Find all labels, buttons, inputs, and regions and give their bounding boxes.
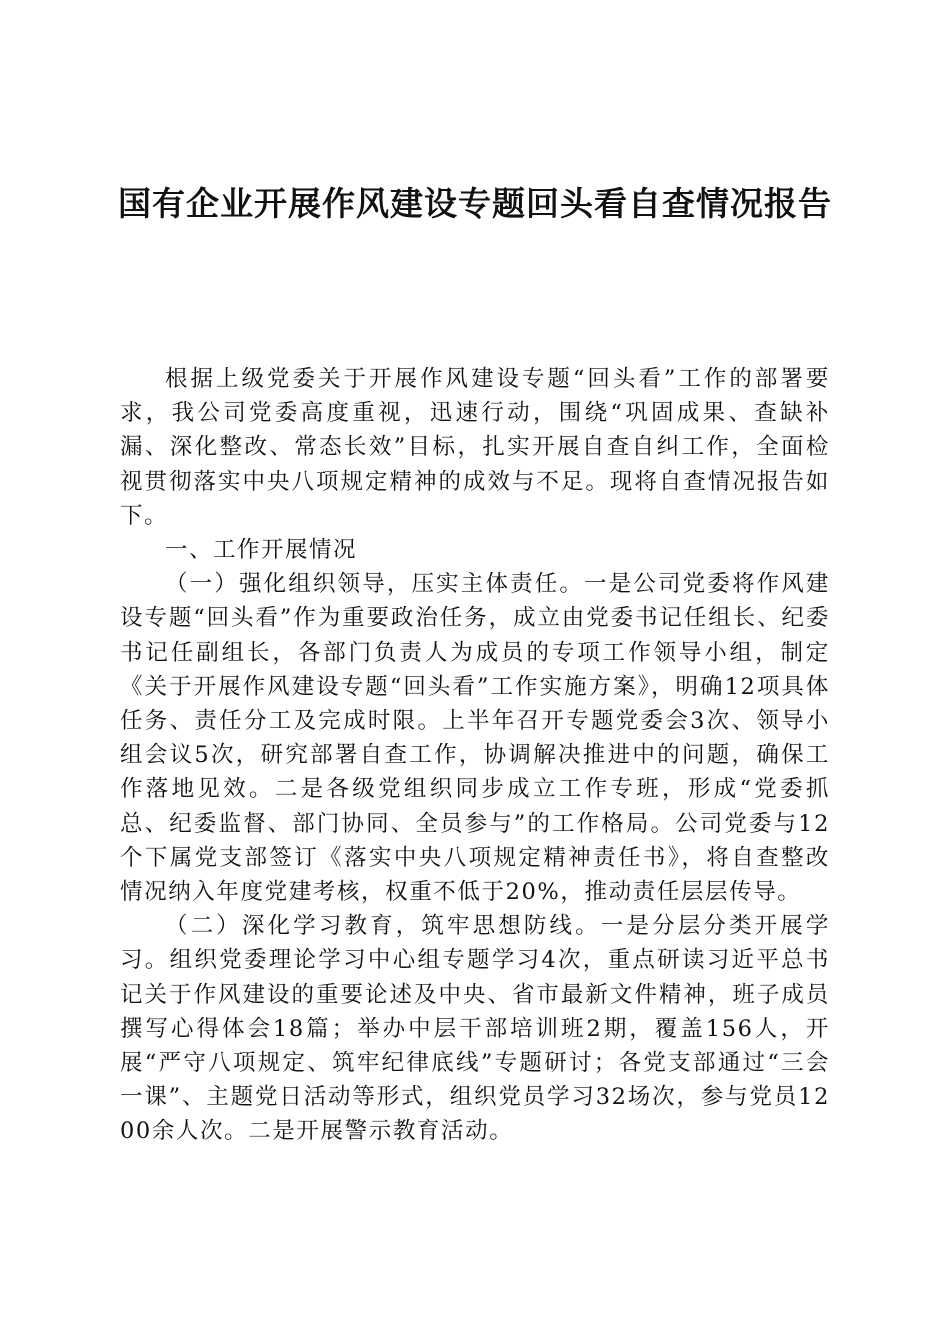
document-body — [120, 362, 830, 1149]
document-title: 国有企业开展作风建设专题回头看自查情况报告 — [118, 184, 832, 223]
section-heading-work-progress: 一、工作开展情况 — [165, 537, 358, 564]
paragraph-study-education: （二）深化学习教育，筑牢思想防线。一是分层分类开展学习。组织党委理论学习中心组专题学习4次，重点研读习近平总书记关于作风建设的重要论述及中央、省市最新文件精神，班子成员撰写心得体会18篇；举办中层干部培训班2期，覆盖156人，开展“严守八项规定、筑牢纪律底线”专题研讨；各党支部通过“三会一课”、主题党日活动等形式，组织党员学习32场次，参与党员1200余人次。二是开展警示教育活动。 — [120, 913, 830, 1145]
paragraph-organization-leadership: （一）强化组织领导，压实主体责任。一是公司党委将作风建设专题“回头看”作为重要政治任务，成立由党委书记任组长、纪委书记任副组长，各部门负责人为成员的专项工作领导小组，制定《关于开展作风建设专题“回头看”工作实施方案》，明确12项具体任务、责任分工及完成时限。上半年召开专题党委会3次、领导小组会议5次，研究部署自查工作，协调解决推进中的问题，确保工作落地见效。二是各级党组织同步成立工作专班，形成“党委抓总、纪委监督、部门协同、全员参与”的工作格局。公司党委与12个下属党支部签订《落实中央八项规定精神责任书》，将自查整改情况纳入年度党建考核，权重不低于20%，推动责任层层传导。 — [120, 571, 830, 906]
intro-paragraph: 根据上级党委关于开展作风建设专题“回头看”工作的部署要求，我公司党委高度重视，迅速行动，围绕“巩固成果、查缺补漏、深化整改、常态长效”目标，扎实开展自查自纠工作，全面检视贯彻落实中央八项规定精神的成效与不足。现将自查情况报告如下。 — [120, 366, 830, 529]
